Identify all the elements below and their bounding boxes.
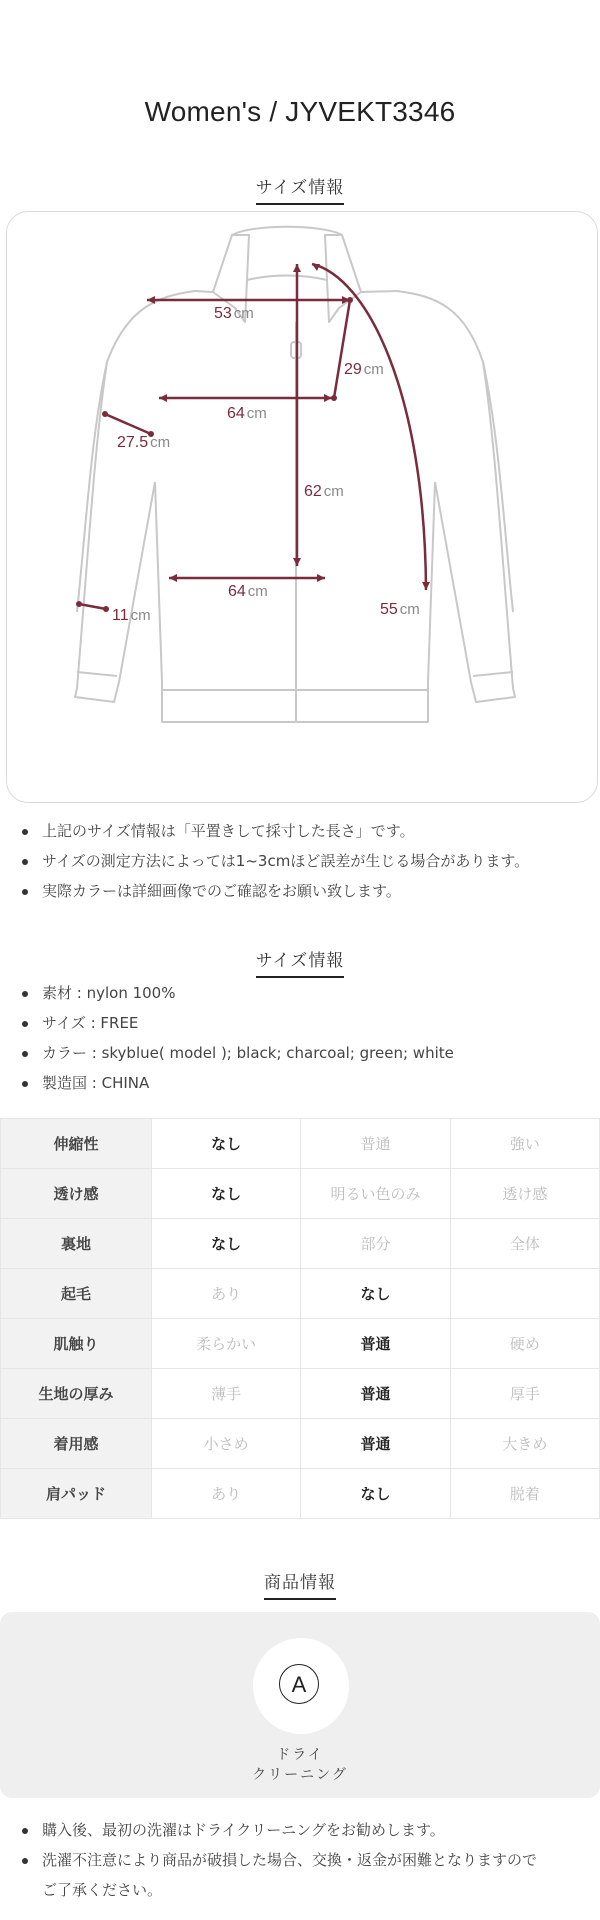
product-section-title: 商品情報: [264, 1568, 336, 1600]
fit-option-cell: 普通: [301, 1419, 450, 1469]
fit-row-label: 透け感: [1, 1169, 152, 1219]
fit-row-label: 着用感: [1, 1419, 152, 1469]
measure-hem: 64 cm: [228, 583, 268, 600]
fit-option-cell: 大きめ: [450, 1419, 599, 1469]
measure-cuff: 11 cm: [112, 607, 151, 624]
size-section-title: サイズ情報: [256, 173, 345, 205]
fit-option-cell: 普通: [301, 1119, 450, 1169]
list-item: 素材 : nylon 100%: [0, 978, 600, 1008]
product-section-header: [0, 1568, 600, 1600]
fit-option-cell: 普通: [301, 1319, 450, 1369]
table-row: [1, 1269, 600, 1319]
measure-sleeve-upper: 29 cm: [344, 361, 384, 378]
care-panel: [0, 1612, 600, 1798]
list-item: 上記のサイズ情報は「平置きして採寸した長さ」です。: [0, 816, 600, 846]
fit-option-cell: 薄手: [152, 1369, 301, 1419]
list-item: 実際カラーは詳細画像でのご確認をお願い致します。: [0, 876, 600, 906]
fit-row-label: 裏地: [1, 1219, 152, 1269]
list-item: カラー : skyblue( model ); black; charcoal; green; white: [0, 1038, 600, 1068]
spec-list: [0, 978, 600, 1098]
list-item: サイズ : FREE: [0, 1008, 600, 1038]
jacket-illustration: [7, 212, 597, 802]
table-row: [1, 1469, 600, 1519]
fit-option-cell: なし: [152, 1169, 301, 1219]
fit-option-cell: 小さめ: [152, 1419, 301, 1469]
fit-table: [0, 1118, 600, 1519]
fit-option-cell: なし: [301, 1469, 450, 1519]
spec-section-header: [0, 946, 600, 978]
fit-option-cell: あり: [152, 1469, 301, 1519]
fit-option-cell: [450, 1269, 599, 1319]
measure-length: 62 cm: [304, 483, 344, 500]
fit-option-cell: 柔らかい: [152, 1319, 301, 1369]
fit-option-cell: なし: [301, 1269, 450, 1319]
measure-waist: 64 cm: [227, 405, 267, 422]
measure-armhole: 27.5 cm: [117, 434, 171, 451]
fit-option-cell: 硬め: [450, 1319, 599, 1369]
fit-row-label: 肩パッド: [1, 1469, 152, 1519]
list-item-continuation: ご了承ください。: [42, 1881, 163, 1899]
measure-sleeve-length: 55 cm: [380, 601, 420, 618]
size-notes: [0, 816, 600, 906]
care-notes: [0, 1815, 600, 1905]
fit-option-cell: 厚手: [450, 1369, 599, 1419]
size-section-header: [0, 173, 600, 205]
table-row: [1, 1319, 600, 1369]
table-row: [1, 1169, 600, 1219]
fit-option-cell: 全体: [450, 1219, 599, 1269]
fit-option-cell: 普通: [301, 1369, 450, 1419]
table-row: [1, 1369, 600, 1419]
fit-row-label: 肌触り: [1, 1319, 152, 1369]
fit-option-cell: 強い: [450, 1119, 599, 1169]
list-item: 製造国 : CHINA: [0, 1068, 600, 1098]
fit-option-cell: あり: [152, 1269, 301, 1319]
table-row: [1, 1219, 600, 1269]
list-item: サイズの測定方法によっては1~3cmほど誤差が生じる場合があります。: [0, 846, 600, 876]
table-row: [1, 1119, 600, 1169]
spec-section-title: サイズ情報: [256, 946, 345, 978]
fit-row-label: 起毛: [1, 1269, 152, 1319]
table-row: [1, 1419, 600, 1469]
fit-option-cell: なし: [152, 1119, 301, 1169]
fit-row-label: 伸縮性: [1, 1119, 152, 1169]
product-title: Women's / JYVEKT3346: [144, 96, 456, 127]
fit-option-cell: 部分: [301, 1219, 450, 1269]
fit-option-cell: なし: [152, 1219, 301, 1269]
fit-row-label: 生地の厚み: [1, 1369, 152, 1419]
care-label-line1: ドライ: [276, 1747, 324, 1763]
dry-clean-icon: A: [279, 1664, 319, 1704]
list-item: 購入後、最初の洗濯はドライクリーニングをお勧めします。: [0, 1815, 600, 1845]
fit-option-cell: 明るい色のみ: [301, 1169, 450, 1219]
fit-option-cell: 透け感: [450, 1169, 599, 1219]
list-item: 洗濯不注意により商品が破損した場合、交換・返金が困難となりますので: [0, 1845, 600, 1875]
care-label-line2: クリーニング: [252, 1767, 348, 1783]
fit-option-cell: 脱着: [450, 1469, 599, 1519]
measure-chest: 53 cm: [214, 305, 254, 322]
size-diagram: [6, 211, 598, 803]
